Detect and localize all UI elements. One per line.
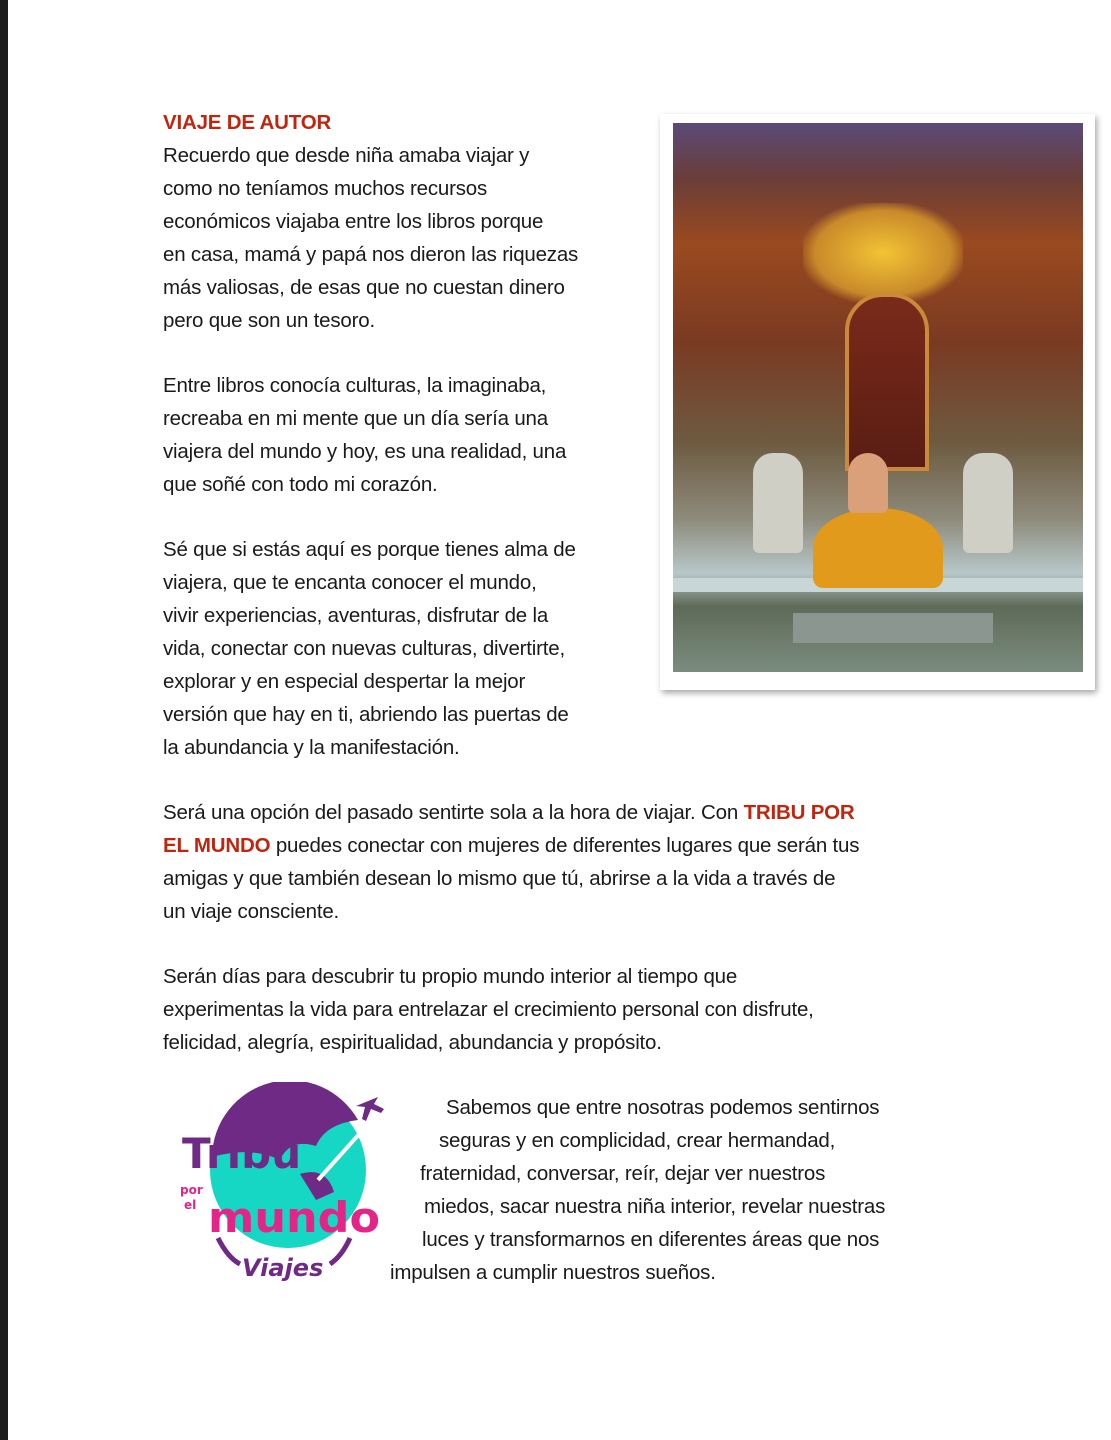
temple-photo <box>673 123 1083 672</box>
p6-line: fraternidad, conversar, reír, dejar ver nuestros <box>420 1162 826 1185</box>
p2-line: recreaba en mi mente que un día sería una <box>163 407 548 430</box>
paragraph-tribu-line-2: EL MUNDO puedes conectar con mujeres de diferentes lugares que serán tus <box>163 834 860 857</box>
paragraph-tribu-line-1: Será una opción del pasado sentirte sola a la hora de viajar. Con TRIBU POR <box>163 801 855 824</box>
p6-line: seguras y en complicidad, crear hermandad, <box>439 1129 836 1152</box>
p3-line: vida, conectar con nuevas culturas, divertirte, <box>163 637 565 660</box>
brand-name: EL MUNDO <box>163 834 271 857</box>
p1-line: en casa, mamá y papá nos dieron las riquezas <box>163 243 579 266</box>
brand-name: TRIBU POR <box>743 801 855 824</box>
tribu-por-el-mundo-logo <box>180 1082 385 1282</box>
p2-line: que soñé con todo mi corazón. <box>163 473 438 496</box>
p6-line: impulsen a cumplir nuestros sueños. <box>390 1261 716 1284</box>
logo-por-text: por <box>180 1183 203 1197</box>
p6-line: miedos, sacar nuestra niña interior, revelar nuestras <box>424 1195 886 1218</box>
p1-line: económicos viajaba entre los libros porque <box>163 210 544 233</box>
p3-line: viajera, que te encanta conocer el mundo, <box>163 571 537 594</box>
p5-line: Serán días para descubrir tu propio mundo interior al tiempo que <box>163 965 738 988</box>
logo-mundo-text: mundo <box>208 1193 380 1242</box>
window-edge <box>0 0 8 1440</box>
p3-line: vivir experiencias, aventuras, disfrutar de la <box>163 604 549 627</box>
photo-frame <box>660 114 1095 690</box>
p1-line: como no teníamos muchos recursos <box>163 177 488 200</box>
p1-line: pero que son un tesoro. <box>163 309 375 332</box>
logo-viajes-text: Viajes <box>242 1254 324 1282</box>
logo-el-text: el <box>184 1198 197 1212</box>
p5-line: felicidad, alegría, espiritualidad, abundancia y propósito. <box>163 1031 662 1054</box>
section-heading: VIAJE DE AUTOR <box>163 111 332 134</box>
p3-line: explorar y en especial despertar la mejor <box>163 670 526 693</box>
p2-line: Entre libros conocía culturas, la imaginaba, <box>163 374 547 397</box>
p1-line: Recuerdo que desde niña amaba viajar y <box>163 144 530 167</box>
p3-line: Sé que si estás aquí es porque tienes alma de <box>163 538 576 561</box>
p5-line: experimentas la vida para entrelazar el crecimiento personal con disfrute, <box>163 998 814 1021</box>
p3-line: la abundancia y la manifestación. <box>163 736 460 759</box>
p1-line: más valiosas, de esas que no cuestan dinero <box>163 276 565 299</box>
p3-line: versión que hay en ti, abriendo las puertas de <box>163 703 569 726</box>
p6-line: luces y transformarnos en diferentes áreas que nos <box>422 1228 880 1251</box>
logo-tribu-text: Tribu <box>182 1129 302 1178</box>
paragraph-tribu-line-3: amigas y que también desean lo mismo que tú, abrirse a la vida a través de <box>163 867 836 890</box>
p2-line: viajera del mundo y hoy, es una realidad, una <box>163 440 567 463</box>
paragraph-tribu-line-4: un viaje consciente. <box>163 900 340 923</box>
p6-line: Sabemos que entre nosotras podemos sentirnos <box>446 1096 880 1119</box>
